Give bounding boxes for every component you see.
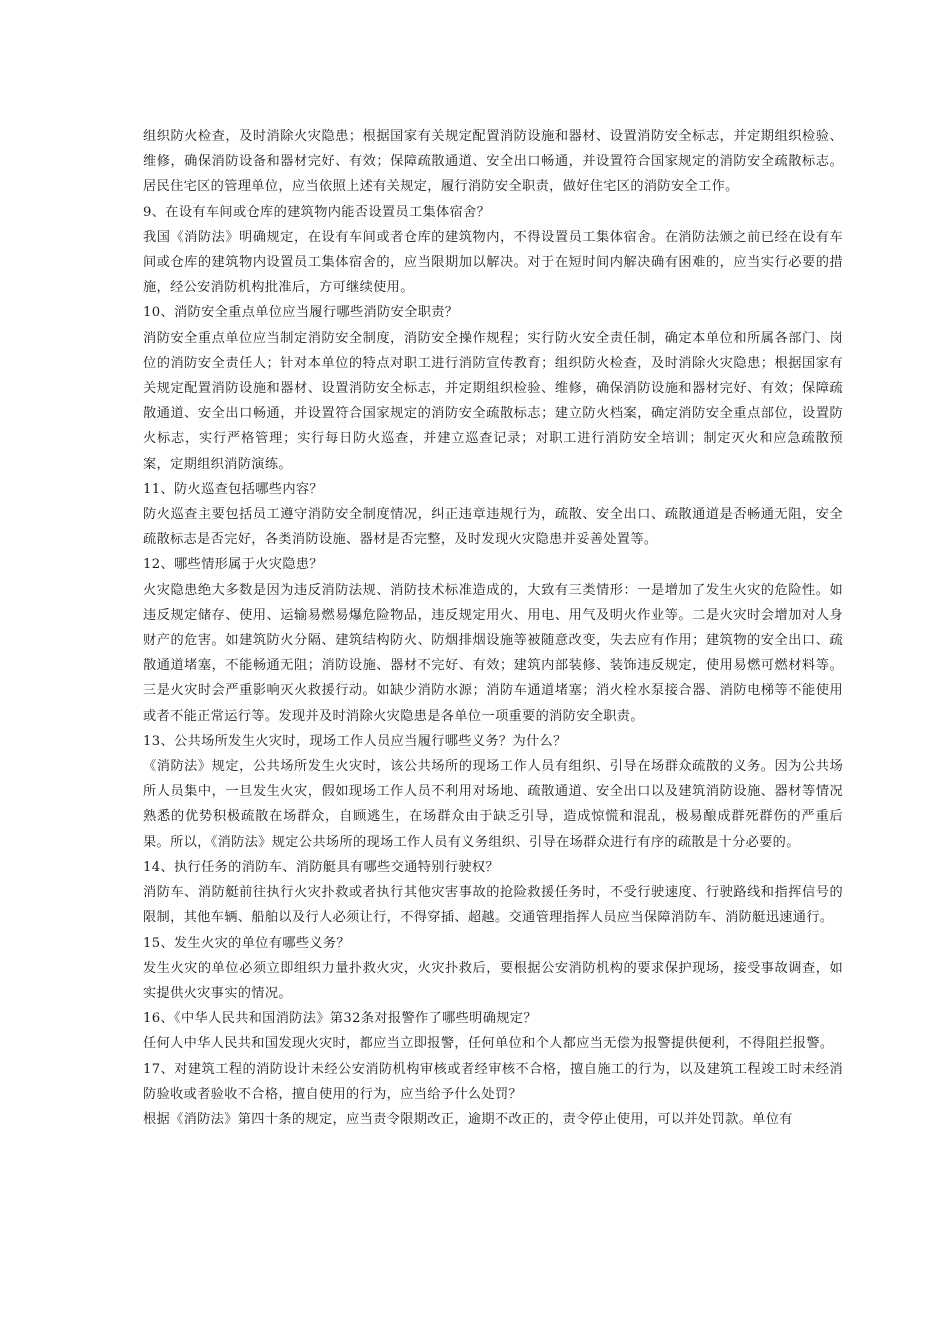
question-heading: 14、执行任务的消防车、消防艇具有哪些交通特别行驶权？	[143, 859, 499, 875]
question-heading: 13、公共场所发生火灾时，现场工作人员应当履行哪些义务？为什么？	[143, 733, 567, 749]
answer-paragraph: 《消防法》规定，公共场所发生火灾时，该公共场所的现场工作人员有组织、引导在场群众疏散的义务。因为公共场所人员集中，一旦发生火灾，假如现场工作人员不利用对场地、疏散通道、安全出口以及建筑消防设施、器材等情况熟悉的优势积极疏散在场群众，自顾逃生，在场群众由于缺乏引导，造成惊慌和混乱，极易酿成群死群伤的严重后果。所以，《消防法》规定公共场所的现场工作人员有义务组织、引导在场群众进行有序的疏散是十分必要的。	[143, 759, 843, 850]
answer-paragraph: 火灾隐患绝大多数是因为违反消防法规、消防技术标准造成的，大致有三类情形：一是增加了发生火灾的危险性。如违反规定储存、使用、运输易燃易爆危险物品，违反规定用火、用电、用气及明火作业等。二是火灾时会增加对人身财产的危害。如建筑防火分隔、建筑结构防火、防烟排烟设施等被随意改变，失去应有作用；建筑物的安全出口、疏散通道堵塞，不能畅通无阻；消防设施、器材不完好、有效；建筑内部装修、装饰违反规定，使用易燃可燃材料等。三是火灾时会严重影响灭火救援行动。如缺少消防水源；消防车通道堵塞；消火栓水泵接合器、消防电梯等不能使用或者不能正常运行等。发现并及时消除火灾隐患是各单位一项重要的消防安全职责。	[143, 582, 843, 724]
answer-paragraph: 防火巡查主要包括员工遵守消防安全制度情况，纠正违章违规行为，疏散、安全出口、疏散通道是否畅通无阻，安全疏散标志是否完好，各类消防设施、器材是否完整，及时发现火灾隐患并妥善处置等。	[143, 507, 843, 548]
answer-paragraph: 消防安全重点单位应当制定消防安全制度，消防安全操作规程；实行防火安全责任制，确定本单位和所属各部门、岗位的消防安全责任人；针对本单位的特点对职工进行消防宣传教育；组织防火检查，及时消除火灾隐患；根据国家有关规定配置消防设施和器材、设置消防安全标志，并定期组织检验、维修，确保消防设施和器材完好、有效；保障疏散通道、安全出口畅通，并设置符合国家规定的消防安全疏散标志；建立防火档案，确定消防安全重点部位，设置防火标志，实行严格管理；实行每日防火巡查，并建立巡查记录；对职工进行消防安全培训；制定灭火和应急疏散预案，定期组织消防演练。	[143, 330, 843, 472]
question-heading: 10、消防安全重点单位应当履行哪些消防安全职责？	[143, 305, 459, 321]
question-heading: 16、《中华人民共和国消防法》第32条对报警作了哪些明确规定？	[143, 1011, 537, 1027]
question-heading: 12、哪些情形属于火灾隐患？	[143, 557, 323, 573]
question-heading: 9、在设有车间或仓库的建筑物内能否设置员工集体宿舍？	[143, 204, 491, 220]
question-heading: 17、对建筑工程的消防设计未经公安消防机构审核或者经审核不合格，擅自施工的行为，以及建筑工程竣工时未经消防验收或者验收不合格，擅自使用的行为，应当给予什么处罚？	[143, 1061, 843, 1102]
answer-paragraph: 消防车、消防艇前往执行火灾扑救或者执行其他灾害事故的抢险救援任务时，不受行驶速度、行驶路线和指挥信号的限制，其他车辆、船舶以及行人必须让行，不得穿插、超越。交通管理指挥人员应当保障消防车、消防艇迅速通行。	[143, 885, 843, 926]
document-page	[143, 124, 843, 1132]
answer-paragraph: 我国《消防法》明确规定，在设有车间或者仓库的建筑物内，不得设置员工集体宿舍。在消防法颁之前已经在设有车间或仓库的建筑物内设置员工集体宿舍的，应当限期加以解决。对于在短时间内解决确有困难的，应当实行必要的措施，经公安消防机构批准后，方可继续使用。	[143, 229, 843, 296]
question-heading: 15、发生火灾的单位有哪些义务？	[143, 935, 351, 951]
question-heading: 11、防火巡查包括哪些内容？	[143, 481, 323, 497]
answer-paragraph: 任何人中华人民共和国发现火灾时，都应当立即报警，任何单位和个人都应当无偿为报警提供便利，不得阻拦报警。	[143, 1036, 834, 1052]
answer-paragraph: 组织防火检查，及时消除火灾隐患；根据国家有关规定配置消防设施和器材、设置消防安全标志，并定期组织检验、维修，确保消防设备和器材完好、有效；保障疏散通道、安全出口畅通，并设置符合国家规定的消防安全疏散标志。居民住宅区的管理单位，应当依照上述有关规定，履行消防安全职责，做好住宅区的消防安全工作。	[143, 129, 843, 195]
answer-paragraph: 根据《消防法》第四十条的规定，应当责令限期改正，逾期不改正的，责令停止使用，可以并处罚款。单位有	[143, 1111, 793, 1127]
answer-paragraph: 发生火灾的单位必须立即组织力量扑救火灾，火灾扑救后，要根据公安消防机构的要求保护现场，接受事故调查，如实提供火灾事实的情况。	[143, 960, 843, 1001]
